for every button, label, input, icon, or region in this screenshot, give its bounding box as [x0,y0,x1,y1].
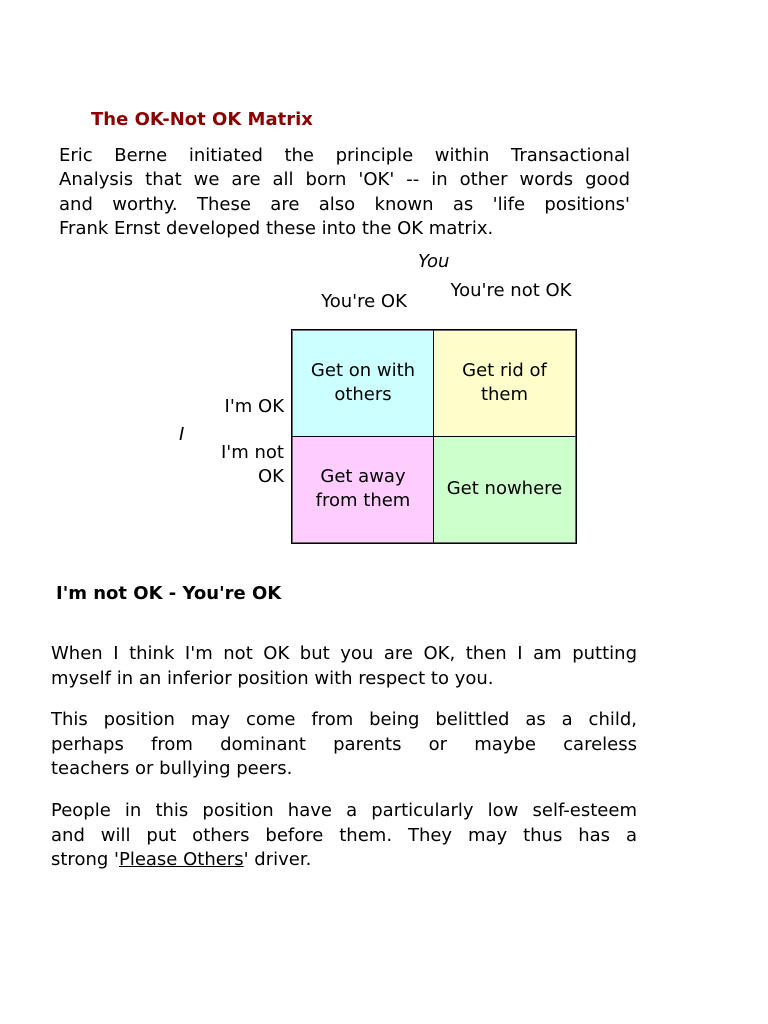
please-others-link[interactable]: Please Others [118,849,244,870]
paragraph-line: People in this position have a particularly low self-esteem [51,800,637,821]
matrix-cell-get-away-from-them: Get away from them [292,437,434,544]
matrix-column-axis-label: You [418,251,450,272]
link-suffix-text: ' driver. [243,849,312,870]
paragraph-line-with-link [51,848,637,873]
paragraph-line: This position may come from being belittled as a child, [51,709,637,730]
paragraph-line: When I think I'm not OK but you are OK, then I am putting [51,643,637,664]
matrix-row-header-im-not-ok: I'm not OK [221,442,284,487]
ok-matrix-grid [291,329,577,544]
matrix-cell-get-on-with-others: Get on with others [292,330,434,437]
paragraph-line: myself in an inferior position with respect to you. [51,667,494,689]
paragraph-2 [51,708,637,782]
paragraph-line: and will put others before them. They may thus has a [51,824,637,846]
paragraph-line: teachers or bullying peers. [51,758,293,779]
matrix-row-header-im-ok: I'm OK [224,396,284,417]
matrix-column-header-youre-ok: You're OK [321,291,407,312]
link-prefix-text: strong ' [51,849,119,870]
matrix-column-header-youre-not-ok: You're not OK [450,280,572,301]
paragraph-1 [51,642,637,691]
matrix-cell-get-rid-of-them: Get rid of them [434,330,576,437]
matrix-row-axis-label: I [179,424,185,445]
matrix-cell-get-nowhere: Get nowhere [434,437,576,544]
paragraph-line: perhaps from dominant parents or maybe careless [51,733,637,755]
section-heading: I'm not OK - You're OK [56,583,282,604]
intro-line: Eric Berne initiated the principle within Transactional [59,145,630,166]
paragraph-3 [51,799,637,873]
intro-line: Frank Ernst developed these into the OK matrix. [59,217,494,239]
intro-line: Analysis that we are all born 'OK' -- in other words good [59,169,630,191]
intro-line: and worthy. These are also known as 'life positions' [59,193,630,215]
document-title: The OK-Not OK Matrix [91,109,313,130]
intro-paragraph [59,144,630,241]
